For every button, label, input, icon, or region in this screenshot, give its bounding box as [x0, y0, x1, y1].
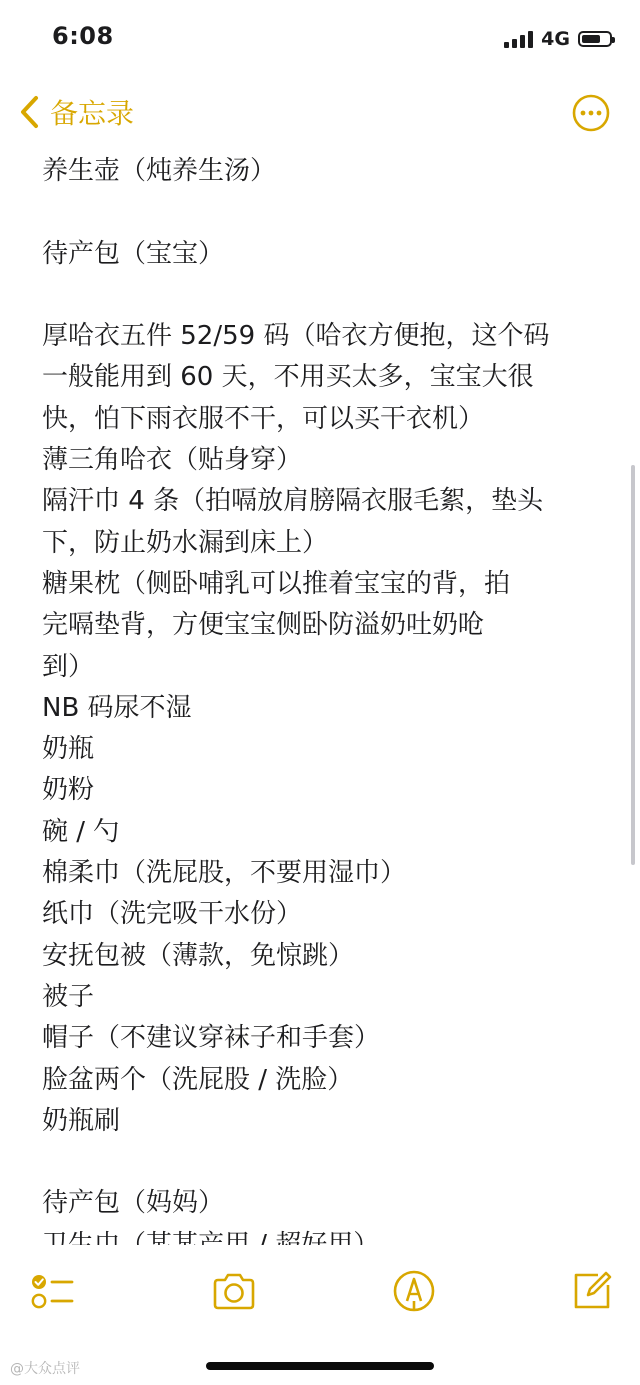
- note-line: 被子: [42, 981, 95, 1012]
- note-line: 薄三角哈衣（贴身穿）: [42, 445, 303, 476]
- ellipsis-circle-icon: [572, 94, 610, 132]
- note-line: 到）: [42, 651, 95, 682]
- note-line: 完嗝垫背，方便宝宝侧卧防溢奶吐奶呛: [42, 610, 485, 641]
- note-content[interactable]: [42, 151, 608, 1241]
- note-line: 脸盆两个（洗屁股 / 洗脸）: [42, 1064, 354, 1095]
- note-blank-line: [42, 275, 608, 316]
- compose-button[interactable]: [568, 1267, 616, 1315]
- status-time: 6:08: [52, 22, 114, 50]
- note-line: 糖果枕（侧卧哺乳可以推着宝宝的背，拍: [42, 568, 511, 599]
- note-line: 快，怕下雨衣服不干，可以买干衣机）: [42, 403, 485, 434]
- compose-icon: [568, 1267, 616, 1315]
- note-line: 下，防止奶水漏到床上）: [42, 527, 329, 558]
- note-line: 奶瓶: [42, 734, 95, 765]
- network-type: 4G: [541, 28, 570, 50]
- note-line: 待产包（妈妈）: [42, 1188, 225, 1219]
- note-line: 奶粉: [42, 775, 95, 806]
- note-line: 待产包（宝宝）: [42, 238, 225, 269]
- markup-button[interactable]: [390, 1267, 438, 1315]
- camera-icon: [210, 1267, 258, 1315]
- note-blank-line: [42, 192, 608, 233]
- note-line: 棉柔巾（洗屁股，不要用湿巾）: [42, 858, 407, 889]
- markup-pen-icon: [390, 1267, 438, 1315]
- home-indicator[interactable]: [206, 1362, 434, 1370]
- camera-button[interactable]: [210, 1267, 258, 1315]
- bottom-toolbar: [0, 1245, 640, 1385]
- note-line: 碗 / 勺: [42, 816, 120, 847]
- back-button[interactable]: [14, 90, 134, 134]
- battery-icon: [578, 31, 612, 47]
- note-line: NB 码尿不湿: [42, 692, 192, 723]
- chevron-left-icon: [14, 92, 44, 132]
- back-label: 备忘录: [50, 97, 135, 130]
- more-options-button[interactable]: [572, 94, 610, 132]
- watermark: @大众点评: [10, 1361, 80, 1377]
- signal-strength-icon: [504, 30, 533, 48]
- note-line: 纸巾（洗完吸干水份）: [42, 899, 303, 930]
- note-line: 奶瓶刷: [42, 1105, 121, 1136]
- note-line: 安抚包被（薄款，免惊跳）: [42, 940, 355, 971]
- note-blank-line: [42, 1142, 608, 1183]
- note-line: 厚哈衣五件 52/59 码（哈衣方便抱，这个码: [42, 321, 550, 352]
- status-indicators: [504, 28, 612, 50]
- status-bar: [0, 0, 640, 80]
- note-line: 隔汗巾 4 条（拍嗝放肩膀隔衣服毛絮，垫头: [42, 486, 544, 517]
- checklist-icon: [28, 1267, 76, 1315]
- scroll-indicator[interactable]: [631, 465, 635, 865]
- note-line: 一般能用到 60 天，不用买太多，宝宝大很: [42, 362, 534, 393]
- note-line: 帽子（不建议穿袜子和手套）: [42, 1023, 381, 1054]
- nav-bar: [0, 80, 640, 146]
- note-line: 养生壶（炖养生汤）: [42, 156, 277, 186]
- checklist-button[interactable]: [28, 1267, 76, 1315]
